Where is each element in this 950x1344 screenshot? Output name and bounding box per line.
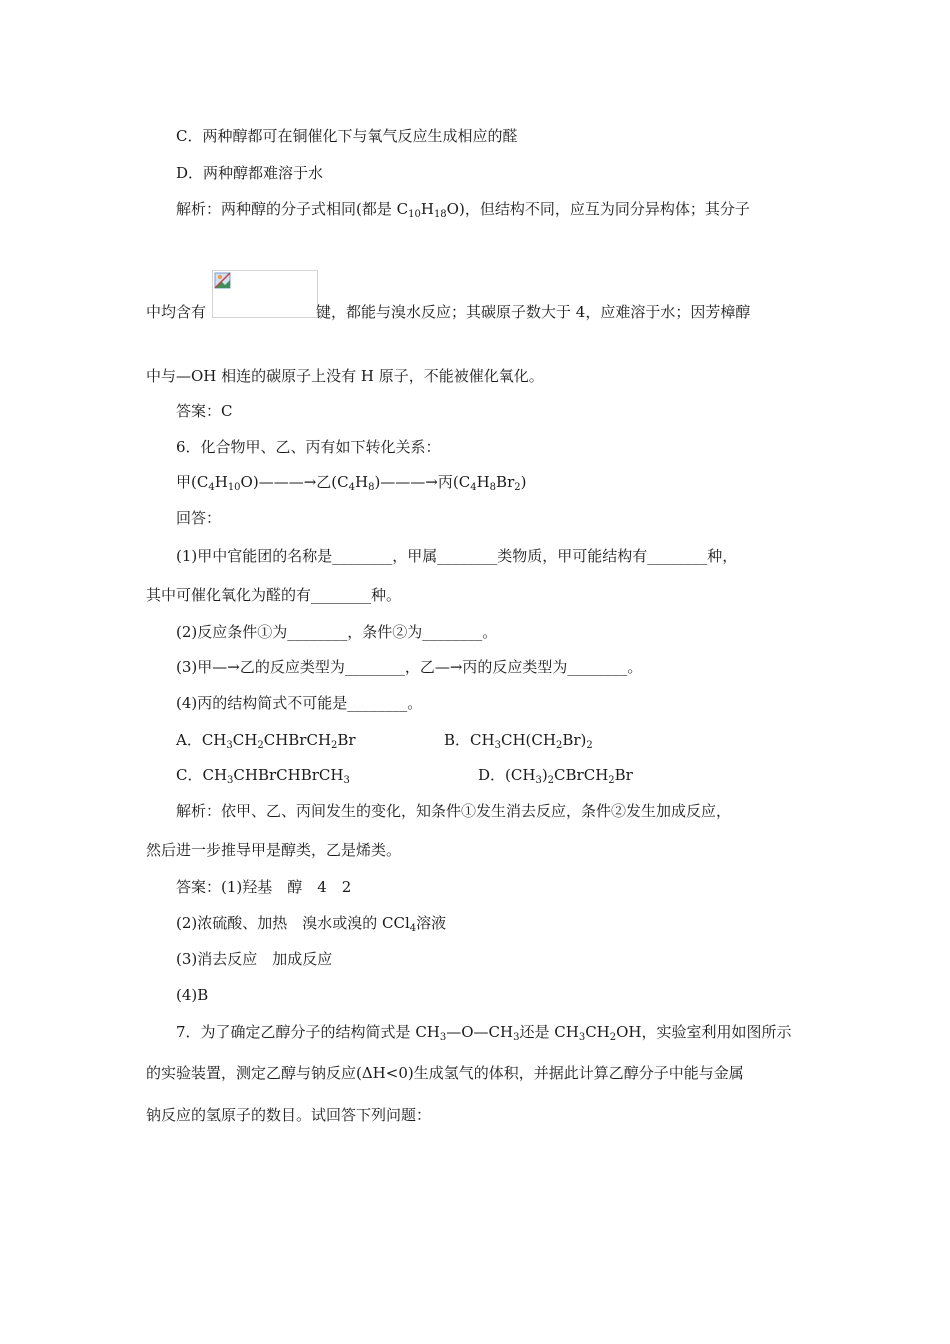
choice-a: A．$CH_3CH_2CHBrCH_2Br$ xyxy=(176,731,356,751)
option-d-line: D．两种醇都难溶于水 xyxy=(176,164,324,182)
question-7-line-3: 钠反应的氢原子的数目。试回答下列问题： xyxy=(146,1106,432,1124)
choice-b: B．$CH_3CH(CH_2Br)_2$ xyxy=(444,731,593,751)
choice-c: C．$CH_3CHBrCHBrCH_3$ xyxy=(176,766,350,786)
subquestion-4: (4)丙的结构简式不可能是________。 xyxy=(176,694,423,712)
answer-prompt: 回答： xyxy=(176,509,222,527)
conversion-relation: 甲$(C_4H_{10}O)———\to$乙$(C_4H_8)———\to$丙$(C_4H_8Br_2)$ xyxy=(176,473,527,493)
broken-image-icon xyxy=(213,271,233,291)
answer-6-2: (2)浓硫酸、加热 溴水或溴的 CCl$_4$溶液 xyxy=(176,914,447,934)
answer-6-4: (4)B xyxy=(176,986,209,1004)
analysis-line-1: 解析：两种醇的分子式相同(都是 $C_{10}H_{18}O$)，但结构不同，应互为同分异构体；其分子 xyxy=(176,200,750,220)
analysis-6-line-1: 解析：依甲、乙、丙间发生的变化，知条件①发生消去反应，条件②发生加成反应， xyxy=(176,802,732,820)
answer-6-1: 答案：(1)羟基 醇 4 2 xyxy=(176,878,352,896)
analysis-6-line-2: 然后进一步推导甲是醇类，乙是烯类。 xyxy=(146,841,402,859)
answer-6-3: (3)消去反应 加成反应 xyxy=(176,950,333,968)
analysis-line-2: 中均含有 键，都能与溴水反应；其碳原子数大于 4，应难溶于水；因芳樟醇 xyxy=(146,303,751,321)
question-7-line-2: 的实验装置，测定乙醇与钠反应(ΔH<0)生成氢气的体积，并据此计算乙醇分子中能与金属 xyxy=(146,1064,744,1082)
choice-d: D．$(CH_3)_2CBrCH_2Br$ xyxy=(478,766,633,786)
question-6-title: 6．化合物甲、乙、丙有如下转化关系： xyxy=(176,438,441,456)
subquestion-1: (1)甲中官能团的名称是________，甲属________类物质，甲可能结构有________种， xyxy=(176,547,738,565)
question-7-line-1: 7．为了确定乙醇分子的结构简式是 $CH_3—O—CH_3$还是 $CH_3CH_2OH$，实验室利用如图所示 xyxy=(176,1023,792,1043)
analysis-line-3: 中与—OH 相连的碳原子上没有 H 原子，不能被催化氧化。 xyxy=(146,367,544,385)
subquestion-1-cont: 其中可催化氧化为醛的有________种。 xyxy=(146,586,402,604)
answer-line: 答案：C xyxy=(176,402,233,420)
subquestion-3: (3)甲—→乙的反应类型为________，乙—→丙的反应类型为________。 xyxy=(176,658,643,676)
option-c-line: C．两种醇都可在铜催化下与氧气反应生成相应的醛 xyxy=(176,127,518,145)
subquestion-2: (2)反应条件①为________，条件②为________。 xyxy=(176,623,498,641)
